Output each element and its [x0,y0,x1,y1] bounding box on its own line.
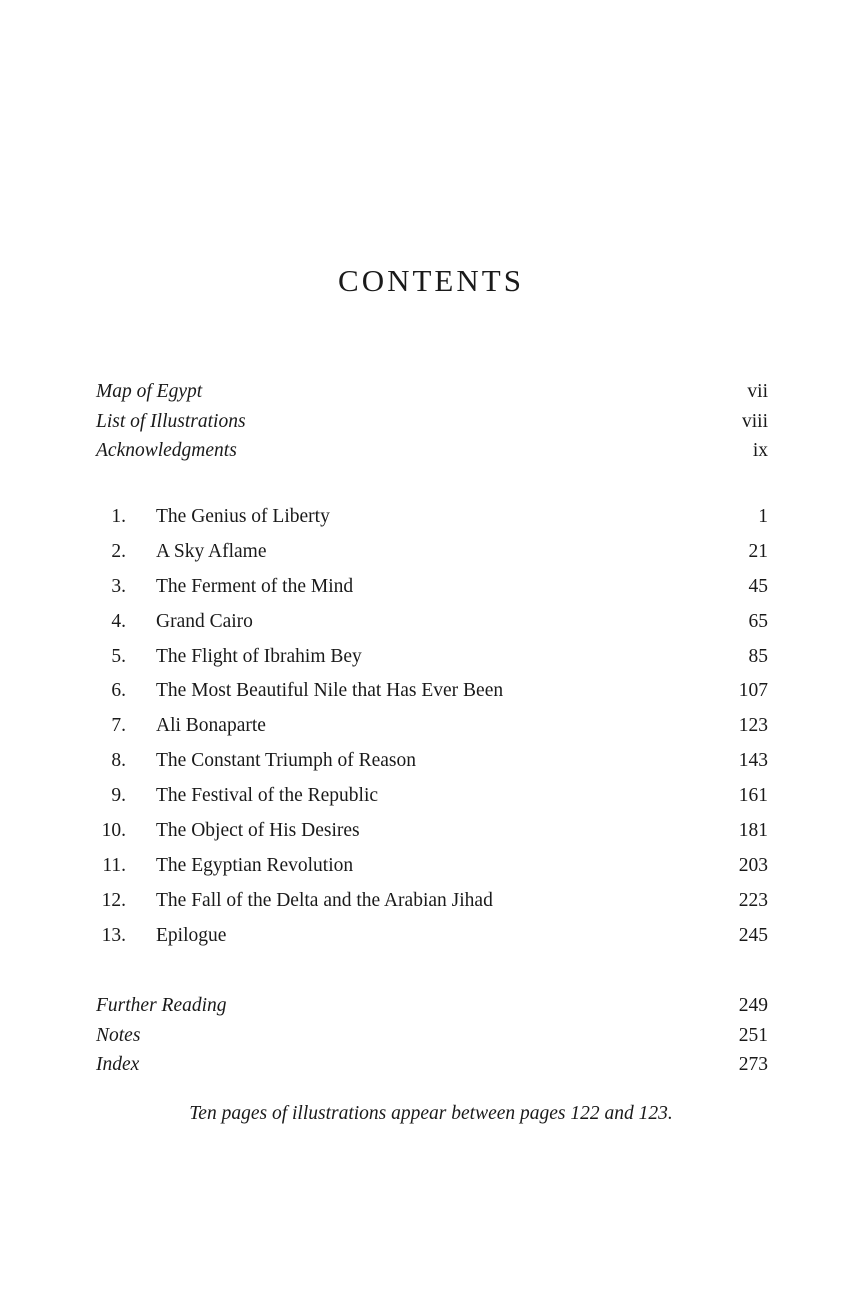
back-matter-item [96,1050,768,1080]
front-matter-item [96,377,768,407]
chapter-item [96,779,768,814]
chapter-page: 107 [738,680,768,702]
chapter-item [96,744,768,779]
front-matter-title: Acknowledgments [96,440,237,461]
back-matter-page: 251 [738,1024,768,1046]
chapter-item [96,640,768,675]
chapter-page: 123 [738,715,768,737]
chapter-number: 9. [111,785,126,807]
back-matter-title: Notes [96,1024,141,1046]
chapter-title: The Ferment of the Mind [156,575,354,597]
chapter-page: 65 [748,610,768,632]
back-matter-title: Further Reading [96,995,227,1016]
chapter-number: 7. [111,715,126,737]
chapter-title: The Flight of Ibrahim Bey [156,645,362,667]
chapter-title: The Egyptian Revolution [156,854,354,876]
chapter-number: 10. [101,820,126,842]
chapter-item [96,814,768,849]
front-matter-page: ix [752,440,768,461]
chapter-number: 11. [102,854,126,876]
chapter-number: 5. [111,645,126,667]
chapter-number: 13. [101,924,126,946]
chapter-title: Epilogue [156,924,227,946]
front-matter-list [96,377,768,466]
back-matter-title: Index [96,1054,140,1075]
chapter-number: 8. [111,750,126,772]
chapter-item [96,570,768,605]
chapter-title: A Sky Aflame [156,540,267,562]
chapter-item [96,674,768,709]
chapter-page: 161 [738,785,768,807]
chapter-item [96,535,768,570]
front-matter-page: vii [747,381,768,402]
back-matter-item [96,1021,768,1051]
chapter-item [96,709,768,744]
front-matter-item [96,407,768,437]
illustrations-note: Ten pages of illustrations appear between pages 122 and 123. [189,1103,673,1124]
chapter-page: 21 [748,540,768,562]
chapter-title: The Constant Triumph of Reason [156,750,417,772]
chapter-item [96,919,768,954]
chapter-number: 1. [111,506,126,527]
front-matter-title: List of Illustrations [96,410,246,432]
chapter-page: 245 [738,924,768,946]
chapter-page: 203 [738,854,768,876]
chapter-page: 181 [738,820,768,842]
chapter-number: 4. [111,610,126,632]
chapter-page: 223 [738,889,768,911]
back-matter-page: 273 [738,1054,768,1075]
chapter-title: The Genius of Liberty [156,506,330,527]
chapter-number: 2. [111,540,126,562]
chapter-page: 143 [738,750,768,772]
page-title: CONTENTS [338,262,524,298]
chapter-page: 1 [758,506,768,527]
chapter-item [96,605,768,640]
front-matter-title: Map of Egypt [96,381,203,402]
chapter-item [96,849,768,884]
chapter-title: Grand Cairo [156,610,253,632]
chapter-title: The Fall of the Delta and the Arabian Jihad [156,889,493,911]
back-matter-list [96,991,768,1080]
chapter-title: The Object of His Desires [156,820,360,842]
chapter-item [96,500,768,535]
front-matter-page: viii [741,410,768,432]
front-matter-item [96,436,768,466]
chapter-number: 3. [111,575,126,597]
chapter-number: 6. [111,680,126,702]
back-matter-item [96,991,768,1021]
chapter-page: 85 [748,645,768,667]
chapter-title: The Festival of the Republic [156,785,379,807]
chapter-title: The Most Beautiful Nile that Has Ever Been [156,680,504,702]
chapter-number: 12. [101,889,126,911]
chapter-list [96,500,768,954]
back-matter-page: 249 [738,995,768,1016]
chapter-item [96,884,768,919]
chapter-page: 45 [748,575,768,597]
chapter-title: Ali Bonaparte [156,715,266,737]
